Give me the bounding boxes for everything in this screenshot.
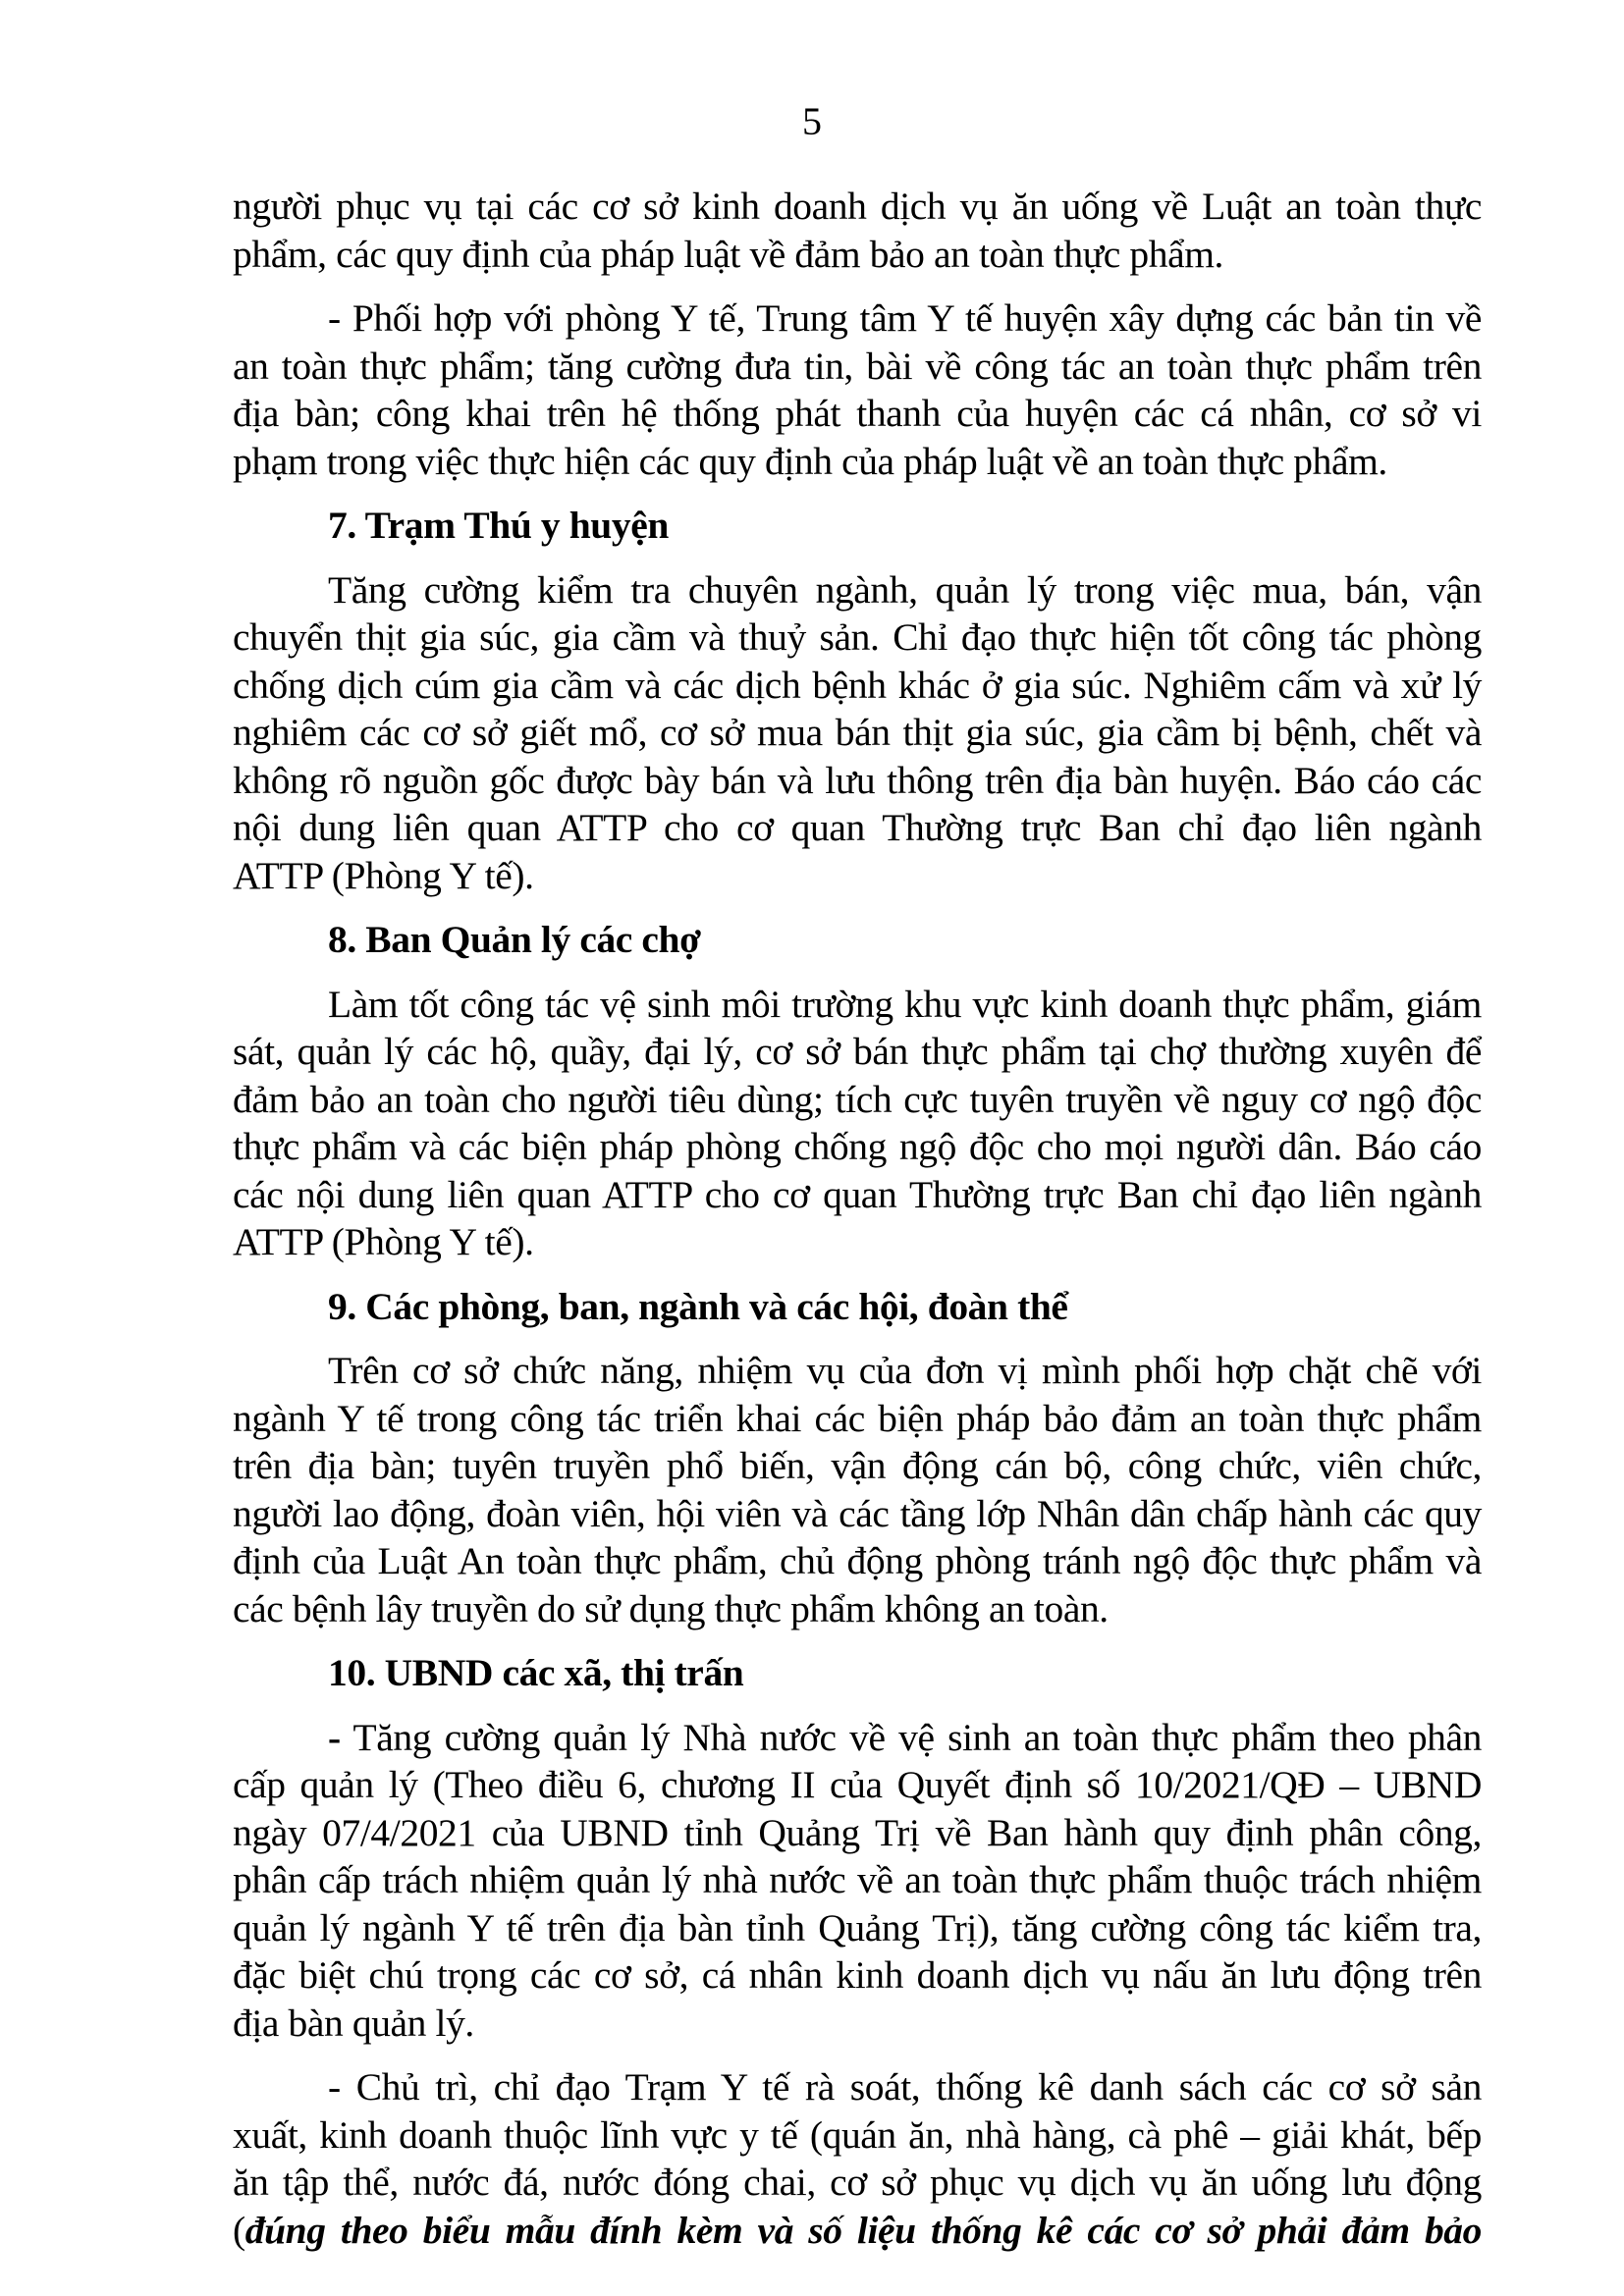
text-line: cấp quản lý (Theo điều 6, chương II của Quyết định số 10/2021/QĐ – UBND [233,1763,1482,1806]
text-line: trên địa bàn; tuyên truyền phổ biến, vận động cán bộ, công chức, viên chức, [233,1444,1482,1487]
text-line: Trên cơ sở chức năng, nhiệm vụ của đơn vị mình phối hợp chặt chẽ với [328,1349,1482,1392]
text-line: Làm tốt công tác vệ sinh môi trường khu vực kinh doanh thực phẩm, giám [328,982,1482,1026]
text-line: ăn tập thể, nước đá, nước đóng chai, cơ sở phục vụ dịch vụ ăn uống lưu động [233,2161,1482,2204]
section-heading [233,1649,1482,1697]
heading-text: 9. Các phòng, ban, ngành và các hội, đoàn thể [328,1284,1068,1328]
text-line: - Chủ trì, chỉ đạo Trạm Y tế rà soát, thống kê danh sách các cơ sở sản [328,2065,1482,2109]
text-line: chuyển thịt gia súc, gia cầm và thuỷ sản. Chỉ đạo thực hiện tốt công tác phòng [233,615,1482,659]
emphasis-text: đúng theo biểu mẫu đính kèm và số liệu thống kê các cơ sở phải đảm bảo [244,2208,1482,2252]
text-line: địa bàn quản lý. [233,2001,474,2045]
paragraph [233,294,1482,485]
paragraph [233,2063,1482,2254]
text-line: phẩm, các quy định của pháp luật về đảm bảo an toàn thực phẩm. [233,232,1224,276]
text-line: ngày 07/4/2021 của UBND tỉnh Quảng Trị về Ban hành quy định phân công, [233,1810,1482,1854]
text-line: ngành Y tế trong công tác triển khai các biện pháp bảo đảm an toàn thực phẩm [233,1396,1482,1440]
text-line: thực phẩm và các biện pháp phòng chống ngộ độc cho mọi người dân. Báo cáo [233,1125,1482,1168]
text-line: nghiêm các cơ sở giết mổ, cơ sở mua bán thịt gia súc, gia cầm bị bệnh, chết và [233,711,1482,754]
text-line: quản lý ngành Y tế trên địa bàn tỉnh Quảng Trị), tăng cường công tác kiểm tra, [233,1905,1482,1949]
text-line: các bệnh lây truyền do sử dụng thực phẩm không an toàn. [233,1586,1109,1630]
text-line: ATTP (Phòng Y tế). [233,853,534,897]
text-line: - Phối hợp với phòng Y tế, Trung tâm Y tế huyện xây dựng các bản tin về [328,296,1482,340]
text-line: phân cấp trách nhiệm quản lý nhà nước về an toàn thực phẩm thuộc trách nhiệm [233,1858,1482,1901]
text-line: ATTP (Phòng Y tế). [233,1220,534,1263]
text-line: không rõ nguồn gốc được bày bán và lưu thông trên địa bàn huyện. Báo cáo các [233,758,1482,802]
section-heading [233,1283,1482,1331]
page-number: 5 [802,99,822,143]
text-line: nội dung liên quan ATTP cho cơ quan Thường trực Ban chỉ đạo liên ngành [233,806,1482,849]
paragraph [233,566,1482,900]
text-line: đảm bảo an toàn cho người tiêu dùng; tích cực tuyên truyền về nguy cơ ngộ độc [233,1077,1482,1121]
text-line: xuất, kinh doanh thuộc lĩnh vực y tế (quán ăn, nhà hàng, cà phê – giải khát, bếp [233,2112,1482,2157]
text-line: đặc biệt chú trọng các cơ sở, cá nhân kinh doanh dịch vụ nấu ăn lưu động trên [233,1953,1482,1997]
text-line: người phục vụ tại các cơ sở kinh doanh dịch vụ ăn uống về Luật an toàn thực [233,185,1482,228]
heading-text: 8. Ban Quản lý các chợ [328,918,701,961]
text-line: định của Luật An toàn thực phẩm, chủ động phòng tránh ngộ độc thực phẩm và [233,1539,1482,1582]
text-line: địa bàn; công khai trên hệ thống phát thanh của huyện các cá nhân, cơ sở vi [233,392,1482,435]
text-line: (đúng theo biểu mẫu đính kèm và số liệu thống kê các cơ sở phải đảm bảo [233,2208,1482,2252]
document-body [233,183,1482,2270]
bullet-dash: - [328,1715,341,1759]
heading-text: 10. UBND các xã, thị trấn [328,1651,744,1694]
text-line: Tăng cường kiểm tra chuyên ngành, quản lý trong việc mua, bán, vận [328,567,1482,612]
section-heading [233,502,1482,550]
paragraph [233,1347,1482,1632]
paragraph [233,981,1482,1266]
text-line: phạm trong việc thực hiện các quy định của pháp luật về an toàn thực phẩm. [233,439,1387,483]
text-line: - Tăng cường quản lý Nhà nước về vệ sinh an toàn thực phẩm theo phân [328,1715,1482,1759]
text-line: các nội dung liên quan ATTP cho cơ quan Thường trực Ban chỉ đạo liên ngành [233,1172,1482,1216]
text-line: chống dịch cúm gia cầm và các dịch bệnh khác ở gia súc. Nghiêm cấm và xử lý [233,663,1482,707]
section-heading [233,916,1482,964]
heading-text: 7. Trạm Thú y huyện [328,504,669,547]
paragraph [233,183,1482,278]
paragraph [233,1714,1482,2048]
text-line: sát, quản lý các hộ, quầy, đại lý, cơ sở bán thực phẩm tại chợ thường xuyên để [233,1030,1482,1073]
text-line: an toàn thực phẩm; tăng cường đưa tin, bài về công tác an toàn thực phẩm trên [233,344,1482,388]
text-line: người lao động, đoàn viên, hội viên và các tầng lớp Nhân dân chấp hành các quy [233,1491,1482,1535]
